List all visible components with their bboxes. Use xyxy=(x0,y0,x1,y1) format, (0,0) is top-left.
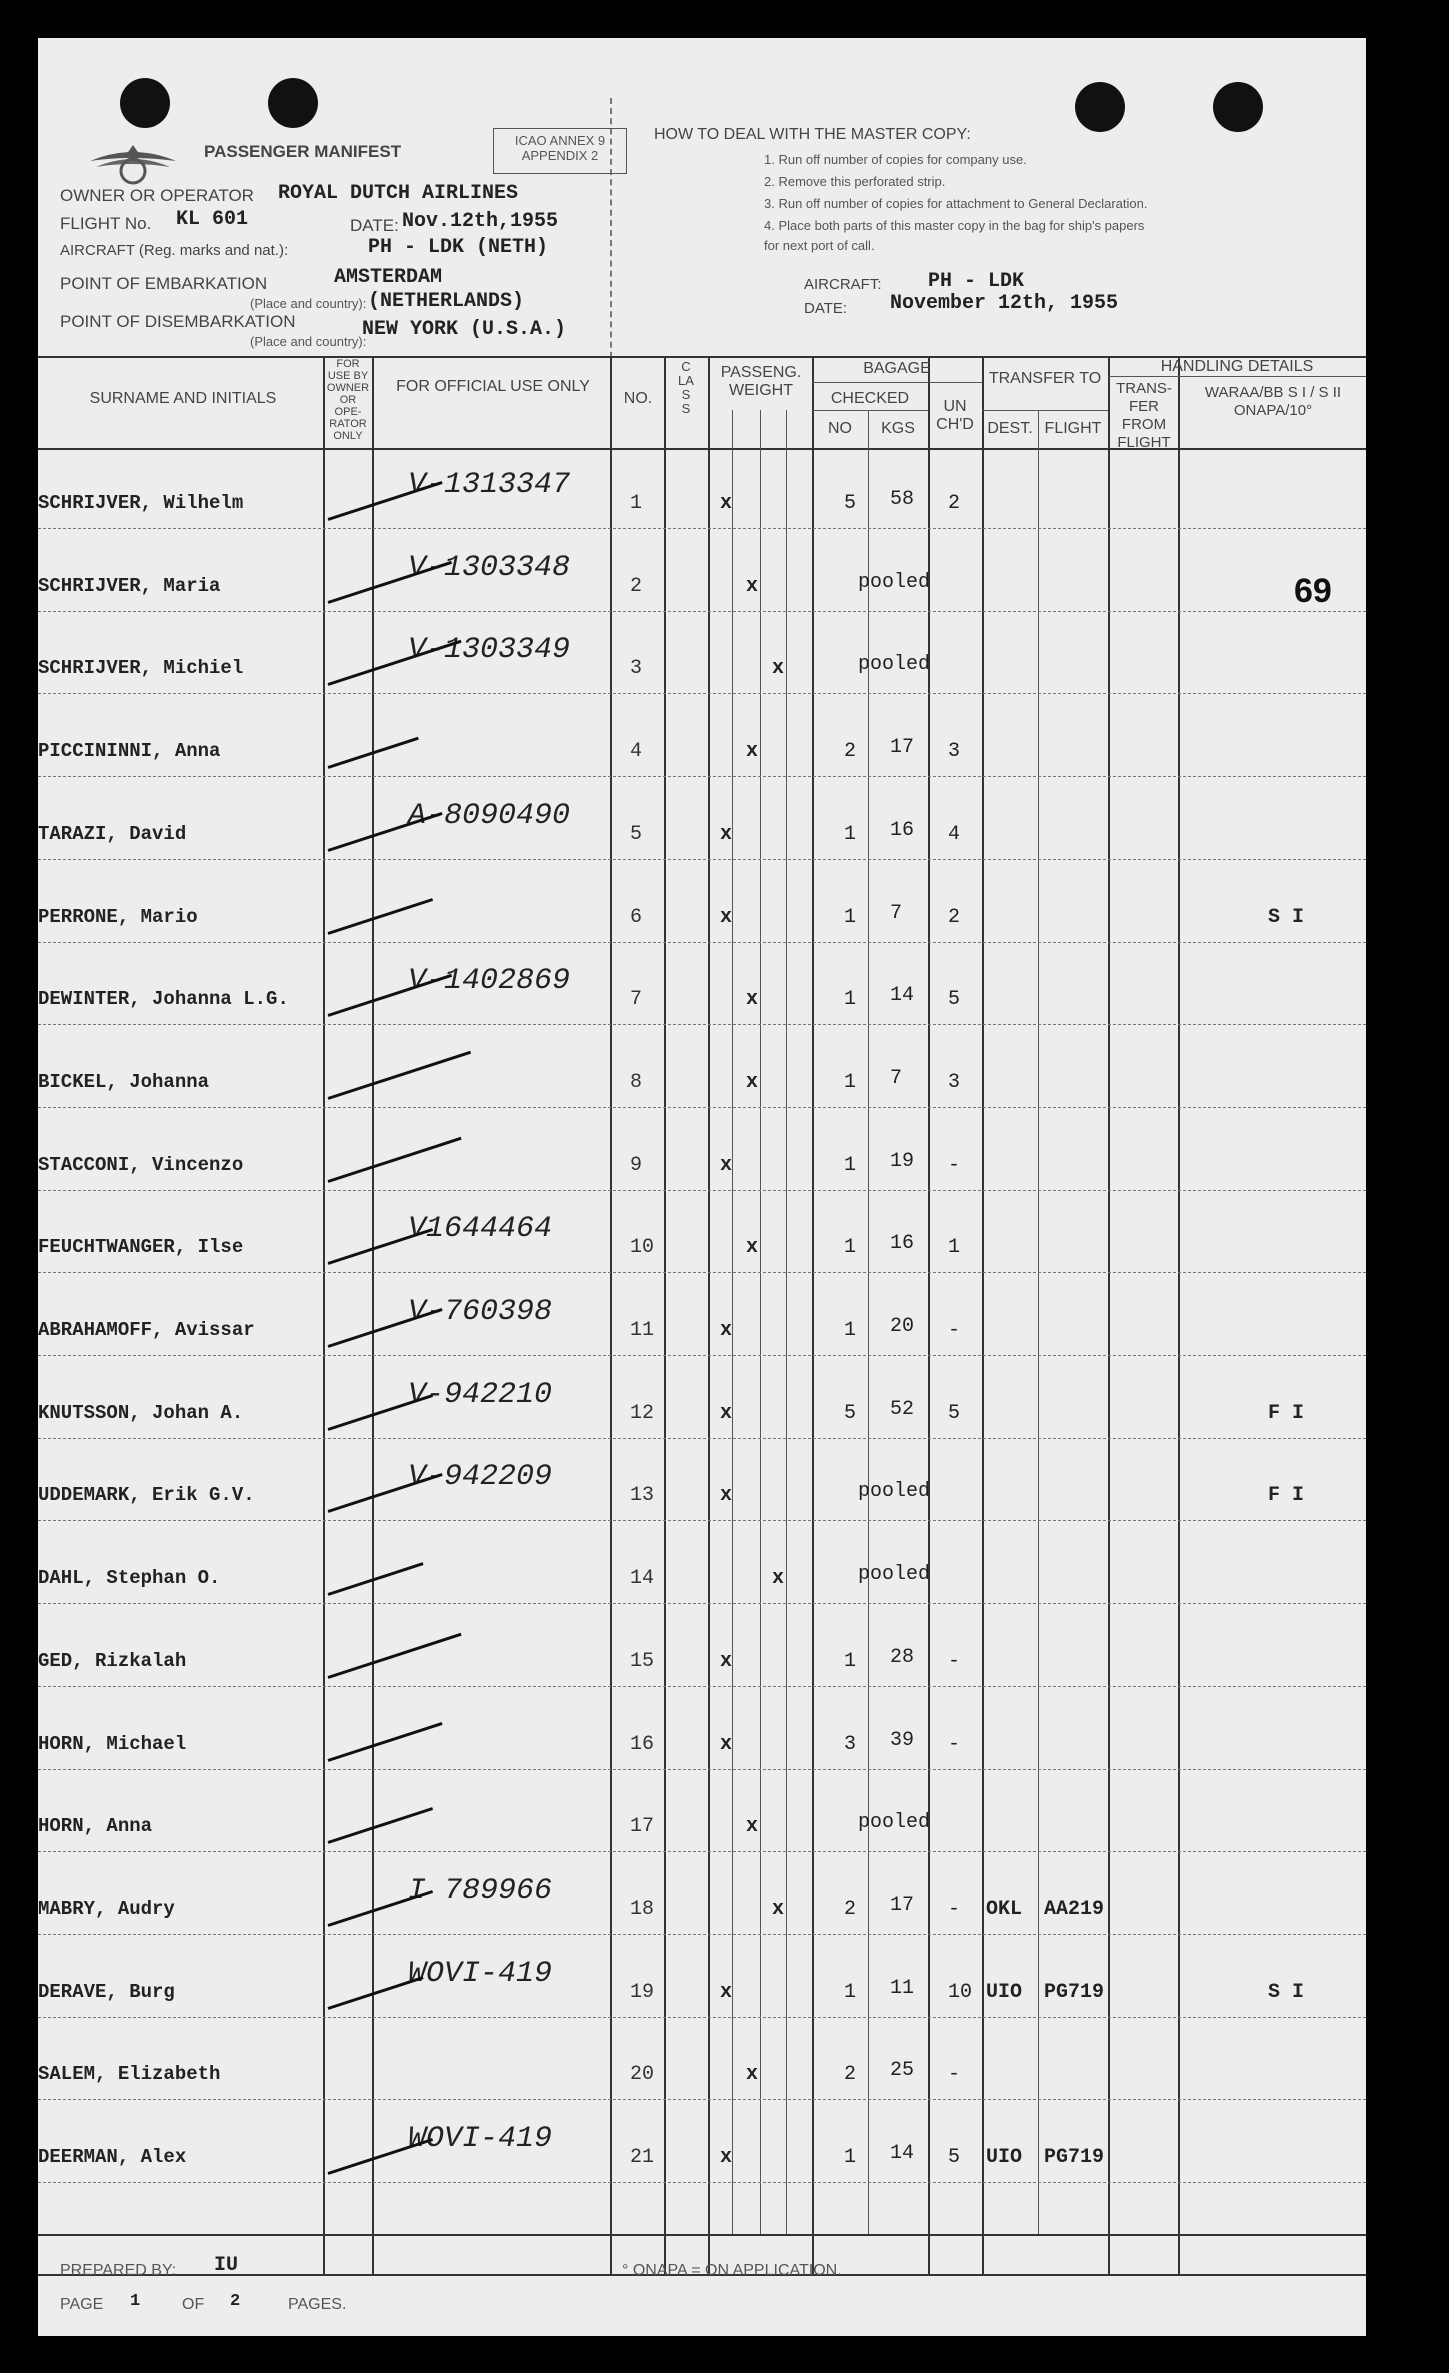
bagage-count: 1 xyxy=(844,1649,857,1673)
disembark-place-label: (Place and country): xyxy=(250,334,367,349)
col-transfer: TRANSFER TO xyxy=(988,370,1102,387)
pen-stroke-mark xyxy=(328,1890,434,1927)
punch-hole-4 xyxy=(1213,82,1263,132)
weight-mark: x xyxy=(720,1319,733,1342)
margin-note: 69 xyxy=(1294,572,1332,610)
weight-mark: x xyxy=(746,574,759,598)
bagage-kgs: 16 xyxy=(890,818,915,842)
row-separator xyxy=(38,611,1366,612)
handling-code: S I xyxy=(1268,905,1305,929)
bagage-sub-border xyxy=(812,382,982,383)
weight-mark: x xyxy=(746,988,759,1012)
unchecked-count: 3 xyxy=(948,740,961,764)
passenger-name: FEUCHTWANGER, Ilse xyxy=(38,1236,244,1259)
passenger-name: HORN, Michael xyxy=(38,1732,187,1755)
row-number: 12 xyxy=(630,1401,655,1425)
official-use-number: V-1303349 xyxy=(408,633,571,668)
instructions-title: HOW TO DEAL WITH THE MASTER COPY: xyxy=(654,126,971,143)
pages-label: PAGES. xyxy=(288,2296,347,2313)
weight-mark: x xyxy=(746,740,759,764)
bagage-pooled: pooled xyxy=(858,653,931,677)
unchecked-count: - xyxy=(948,1732,961,1756)
page-label: PAGE xyxy=(60,2296,104,2313)
official-use-number: WOVI-419 xyxy=(408,1956,553,1991)
transfer-dest: OKL xyxy=(986,1897,1023,1921)
row-separator xyxy=(38,1024,1366,1025)
bagage-count: 3 xyxy=(844,1732,857,1756)
pen-stroke-mark xyxy=(328,1807,434,1844)
pen-stroke-mark xyxy=(328,2138,434,2175)
table-row xyxy=(38,1854,1366,1936)
unchecked-count: - xyxy=(948,1319,961,1342)
row-number: 1 xyxy=(630,492,643,515)
table-row xyxy=(38,1110,1366,1192)
weight-mark: x xyxy=(720,2146,733,2169)
col-waraa: WARAA/BB S I / S II ONAPA/10° xyxy=(1204,384,1342,419)
row-number: 10 xyxy=(630,1236,655,1260)
col-checked-no: NO xyxy=(828,420,852,437)
bagage-count: 1 xyxy=(844,822,857,846)
col-checked: CHECKED xyxy=(830,390,910,407)
passenger-name: MABRY, Audry xyxy=(38,1897,175,1920)
unchecked-count: - xyxy=(948,1897,961,1921)
col-dest: DEST. xyxy=(987,420,1033,437)
row-number: 19 xyxy=(630,1980,655,2004)
transfer-dest: UIO xyxy=(986,2146,1023,2169)
col-weight: PASSENG. WEIGHT xyxy=(720,364,802,399)
weight-mark: x xyxy=(720,492,733,515)
row-separator xyxy=(38,859,1366,860)
owner-value: ROYAL DUTCH AIRLINES xyxy=(278,182,519,205)
official-use-number: V-942210 xyxy=(408,1377,553,1412)
row-number: 18 xyxy=(630,1897,655,1921)
row-separator xyxy=(38,1520,1366,1521)
instr-date-label: DATE: xyxy=(804,300,848,317)
bagage-count: 1 xyxy=(844,1319,857,1342)
disembark-value: NEW YORK (U.S.A.) xyxy=(362,318,567,341)
passenger-name: TARAZI, David xyxy=(38,822,187,845)
col-official-use: FOR OFFICIAL USE ONLY xyxy=(396,378,590,395)
table-row xyxy=(38,862,1366,944)
weight-mark: x xyxy=(746,2063,759,2087)
official-use-number: WOVI-419 xyxy=(408,2122,553,2156)
table-row xyxy=(38,696,1366,778)
row-number: 5 xyxy=(630,822,643,846)
embark-value: AMSTERDAM xyxy=(334,266,443,289)
instruction-1: 1. Run off number of copies for company use. xyxy=(764,152,1027,167)
table-row xyxy=(38,2019,1366,2101)
weight-mark: x xyxy=(746,1815,759,1839)
date-label: DATE: xyxy=(350,216,399,235)
table-row xyxy=(38,531,1366,613)
passenger-name: DEWINTER, Johanna L.G. xyxy=(38,988,289,1011)
bagage-pooled: pooled xyxy=(858,1480,931,1504)
weight-mark: x xyxy=(720,1401,733,1425)
punch-hole-1 xyxy=(120,78,170,128)
bagage-kgs: 14 xyxy=(890,2142,915,2165)
onapa-note: ° ONAPA = ON APPLICATION. xyxy=(622,2262,842,2279)
bagage-count: 1 xyxy=(844,988,857,1012)
pen-stroke-mark xyxy=(328,1633,462,1679)
instruction-3: 3. Run off number of copies for attachment to General Declaration. xyxy=(764,196,1148,211)
row-separator xyxy=(38,776,1366,777)
passenger-name: PERRONE, Mario xyxy=(38,905,198,928)
table-row xyxy=(38,2102,1366,2184)
table-row xyxy=(38,1358,1366,1440)
weight-mark: x xyxy=(746,1236,759,1260)
col-surname: SURNAME AND INITIALS xyxy=(89,390,277,407)
instruction-4: 4. Place both parts of this master copy in the bag for ship's papers xyxy=(764,218,1145,233)
weight-mark: x xyxy=(720,1153,733,1177)
date-value: Nov.12th,1955 xyxy=(402,210,559,233)
row-separator xyxy=(38,1851,1366,1852)
row-separator xyxy=(38,942,1366,943)
punch-hole-2 xyxy=(268,78,318,128)
bagage-count: 1 xyxy=(844,1153,857,1177)
checked-sub-border xyxy=(812,410,928,411)
row-separator xyxy=(38,693,1366,694)
pen-stroke-mark xyxy=(328,1051,472,1100)
icao-box xyxy=(493,128,627,174)
unchecked-count: - xyxy=(948,1153,961,1177)
pen-stroke-mark xyxy=(328,1394,434,1431)
pen-stroke-mark xyxy=(328,1562,424,1596)
passenger-name: DEERMAN, Alex xyxy=(38,2146,187,2168)
bagage-kgs: 52 xyxy=(890,1397,915,1421)
instruction-2: 2. Remove this perforated strip. xyxy=(764,174,946,189)
icao-line2: APPENDIX 2 xyxy=(521,148,599,163)
pen-stroke-mark xyxy=(328,737,419,769)
col-flight: FLIGHT xyxy=(1044,420,1102,437)
passenger-name: BICKEL, Johanna xyxy=(38,1070,210,1093)
row-separator xyxy=(38,1934,1366,1935)
bagage-kgs: 17 xyxy=(890,736,915,760)
unchecked-count: 3 xyxy=(948,1070,961,1094)
official-use-number: V-1402869 xyxy=(408,964,571,999)
passenger-name: SCHRIJVER, Maria xyxy=(38,574,221,597)
bagage-kgs: 7 xyxy=(890,1066,903,1090)
handling-code: F I xyxy=(1268,1401,1305,1425)
aircraft-label: AIRCRAFT (Reg. marks and nat.): xyxy=(60,242,289,259)
row-number: 9 xyxy=(630,1153,643,1177)
table-row xyxy=(38,944,1366,1026)
of-label: OF xyxy=(182,2296,205,2313)
embark-place-label: (Place and country): xyxy=(250,296,367,311)
table-row xyxy=(38,1192,1366,1274)
row-number: 2 xyxy=(630,574,643,598)
bagage-kgs: 25 xyxy=(890,2059,915,2083)
instr-aircraft-label: AIRCRAFT: xyxy=(804,276,882,293)
pen-stroke-mark xyxy=(328,1976,424,2010)
weight-mark: x xyxy=(772,1567,785,1591)
table-row xyxy=(38,1027,1366,1109)
table-row xyxy=(38,448,1366,530)
icao-line1: ICAO ANNEX 9 xyxy=(514,133,606,148)
manifest-title: PASSENGER MANIFEST xyxy=(204,142,402,161)
transfer-flight: PG719 xyxy=(1044,2146,1105,2169)
punch-hole-3 xyxy=(1075,82,1125,132)
table-row xyxy=(38,613,1366,695)
bagage-count: 1 xyxy=(844,1236,857,1260)
passenger-name: HORN, Anna xyxy=(38,1815,153,1838)
bagage-count: 1 xyxy=(844,2146,857,2169)
weight-mark: x xyxy=(720,1484,733,1508)
col-no: NO. xyxy=(623,390,653,407)
transfer-dest: UIO xyxy=(986,1980,1023,2004)
col-class: CLASS xyxy=(678,359,694,416)
col-owner-use: FOR USE BY OWNER OR OPE- RATOR ONLY xyxy=(326,358,370,442)
passenger-name: DERAVE, Burg xyxy=(38,1980,175,2003)
table-row xyxy=(38,779,1366,861)
row-separator xyxy=(38,528,1366,529)
unchecked-count: 4 xyxy=(948,822,961,846)
passenger-name: KNUTSSON, Johan A. xyxy=(38,1401,244,1424)
row-number: 6 xyxy=(630,905,643,929)
bagage-kgs: 39 xyxy=(890,1728,915,1752)
bagage-kgs: 19 xyxy=(890,1149,915,1173)
row-number: 17 xyxy=(630,1815,655,1839)
klm-logo-icon xyxy=(88,133,178,193)
col-bagage: BAGAGE xyxy=(863,360,931,377)
passenger-name: DAHL, Stephan O. xyxy=(38,1567,221,1590)
row-separator xyxy=(38,1603,1366,1604)
passenger-name: STACCONI, Vincenzo xyxy=(38,1153,244,1176)
manifest-sheet xyxy=(38,38,1366,2336)
row-number: 4 xyxy=(630,740,643,764)
bagage-kgs: 14 xyxy=(890,984,915,1008)
table-row xyxy=(38,1440,1366,1522)
pen-stroke-mark xyxy=(328,1228,434,1265)
row-separator xyxy=(38,2099,1366,2100)
passenger-name: SALEM, Elizabeth xyxy=(38,2063,221,2086)
owner-label: OWNER OR OPERATOR xyxy=(60,186,254,205)
row-number: 8 xyxy=(630,1070,643,1094)
handling-code: S I xyxy=(1268,1980,1305,2004)
bagage-count: 2 xyxy=(844,740,857,764)
prepared-label: PREPARED BY: xyxy=(60,2262,177,2279)
unchecked-count: 2 xyxy=(948,492,961,515)
passenger-name: PICCININNI, Anna xyxy=(38,740,221,763)
row-number: 16 xyxy=(630,1732,655,1756)
bagage-pooled: pooled xyxy=(858,570,931,594)
col-unchd: UN CH'D xyxy=(936,398,974,433)
handling-code: F I xyxy=(1268,1484,1305,1508)
row-number: 14 xyxy=(630,1567,655,1591)
transfer-flight: PG719 xyxy=(1044,1980,1105,2004)
row-number: 20 xyxy=(630,2063,655,2087)
table-row xyxy=(38,1937,1366,2019)
transfer-sub-border xyxy=(982,410,1108,411)
row-separator xyxy=(38,1686,1366,1687)
weight-mark: x xyxy=(772,657,785,681)
row-separator xyxy=(38,1190,1366,1191)
weight-mark: x xyxy=(720,1649,733,1673)
instr-date-value: November 12th, 1955 xyxy=(890,292,1119,315)
transfer-flight: AA219 xyxy=(1044,1897,1105,1921)
row-number: 3 xyxy=(630,657,643,681)
row-number: 11 xyxy=(630,1319,655,1342)
unchecked-count: - xyxy=(948,1649,961,1673)
row-separator xyxy=(38,2182,1366,2183)
embark-label: POINT OF EMBARKATION xyxy=(60,274,268,293)
row-number: 21 xyxy=(630,2146,655,2169)
row-number: 13 xyxy=(630,1484,655,1508)
page-value: 1 xyxy=(130,2292,141,2311)
weight-mark: x xyxy=(720,1732,733,1756)
bagage-kgs: 16 xyxy=(890,1232,915,1256)
passenger-name: GED, Rizkalah xyxy=(38,1649,187,1672)
bagage-kgs: 20 xyxy=(890,1315,915,1338)
handling-sub-border xyxy=(1108,376,1366,377)
weight-mark: x xyxy=(720,905,733,929)
official-use-number: V-1303348 xyxy=(408,550,571,585)
bagage-count: 1 xyxy=(844,905,857,929)
passenger-name: SCHRIJVER, Michiel xyxy=(38,657,244,680)
pen-stroke-mark xyxy=(328,1136,462,1182)
bagage-kgs: 28 xyxy=(890,1645,915,1669)
bagage-count: 1 xyxy=(844,1070,857,1094)
bagage-pooled: pooled xyxy=(858,1811,931,1835)
official-use-number: I 789966 xyxy=(408,1873,553,1908)
weight-mark: x xyxy=(720,822,733,846)
row-separator xyxy=(38,1355,1366,1356)
pen-stroke-mark xyxy=(328,1721,443,1761)
row-number: 15 xyxy=(630,1649,655,1673)
bagage-count: 5 xyxy=(844,1401,857,1425)
passenger-name: UDDEMARK, Erik G.V. xyxy=(38,1484,255,1507)
unchecked-count: 1 xyxy=(948,1236,961,1260)
table-row xyxy=(38,1689,1366,1771)
official-use-number: V1644464 xyxy=(408,1212,553,1247)
bagage-count: 2 xyxy=(844,2063,857,2087)
row-separator xyxy=(38,2017,1366,2018)
flight-label: FLIGHT No. xyxy=(60,214,152,233)
unchecked-count: - xyxy=(948,2063,961,2087)
unchecked-count: 5 xyxy=(948,1401,961,1425)
aircraft-value: PH - LDK (NETH) xyxy=(368,236,549,259)
official-use-number: V-760398 xyxy=(408,1295,553,1329)
passenger-name: SCHRIJVER, Wilhelm xyxy=(38,492,244,514)
instr-aircraft-value: PH - LDK xyxy=(928,270,1025,293)
embark-country: (NETHERLANDS) xyxy=(368,290,525,313)
of-value: 2 xyxy=(230,2292,241,2311)
table-row xyxy=(38,1523,1366,1605)
row-separator xyxy=(38,1107,1366,1108)
bagage-pooled: pooled xyxy=(858,1563,931,1587)
flight-value: KL 601 xyxy=(176,208,249,231)
weight-mark: x xyxy=(772,1897,785,1921)
bagage-kgs: 11 xyxy=(890,1976,915,2000)
bagage-count: 1 xyxy=(844,1980,857,2004)
row-separator xyxy=(38,1272,1366,1273)
official-use-number: V-1313347 xyxy=(408,468,571,502)
unchecked-count: 2 xyxy=(948,905,961,929)
row-number: 7 xyxy=(630,988,643,1012)
col-handling: HANDLING DETAILS xyxy=(1160,358,1314,375)
bagage-kgs: 7 xyxy=(890,901,903,925)
official-use-number: V-942209 xyxy=(408,1460,553,1495)
row-separator xyxy=(38,1438,1366,1439)
bagage-count: 5 xyxy=(844,492,857,515)
unchecked-count: 10 xyxy=(948,1980,973,2004)
weight-mark: x xyxy=(720,1980,733,2004)
passenger-name: ABRAHAMOFF, Avissar xyxy=(38,1319,255,1341)
bagage-kgs: 17 xyxy=(890,1893,915,1917)
row-separator xyxy=(38,1769,1366,1770)
disembark-label: POINT OF DISEMBARKATION xyxy=(60,312,296,331)
instruction-5: for next port of call. xyxy=(764,238,875,253)
weight-mark: x xyxy=(746,1070,759,1094)
col-transfer-from: TRANS- FER FROM FLIGHT xyxy=(1116,380,1172,451)
bagage-kgs: 58 xyxy=(890,488,915,511)
unchecked-count: 5 xyxy=(948,988,961,1012)
pen-stroke-mark xyxy=(328,898,434,935)
table-row xyxy=(38,1771,1366,1853)
prepared-value: IU xyxy=(214,2254,239,2277)
col-checked-kgs: KGS xyxy=(881,420,915,437)
table-row xyxy=(38,1275,1366,1357)
table-row xyxy=(38,1606,1366,1688)
unchecked-count: 5 xyxy=(948,2146,961,2169)
official-use-number: A-8090490 xyxy=(408,798,571,833)
table-bottom-border xyxy=(38,2234,1366,2236)
bagage-count: 2 xyxy=(844,1897,857,1921)
